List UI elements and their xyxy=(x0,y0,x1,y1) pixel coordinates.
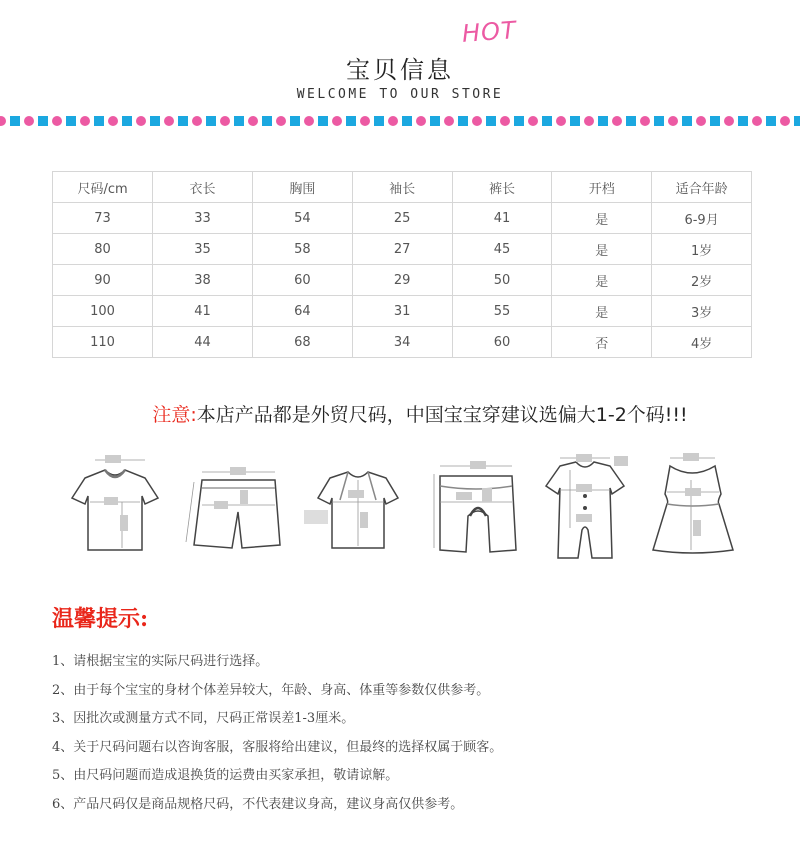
table-cell: 41 xyxy=(452,203,552,234)
table-header-cell: 尺码/cm xyxy=(53,172,153,203)
table-row xyxy=(53,203,752,234)
blue-square-icon xyxy=(94,116,104,126)
table-cell: 35 xyxy=(153,234,253,265)
blue-square-icon xyxy=(318,116,328,126)
blue-square-icon xyxy=(542,116,552,126)
pink-dot-icon xyxy=(332,116,342,126)
pink-dot-icon xyxy=(780,116,790,126)
table-header-row xyxy=(53,172,752,203)
pink-dot-icon xyxy=(640,116,650,126)
blue-square-icon xyxy=(402,116,412,126)
blue-square-icon xyxy=(626,116,636,126)
table-cell: 4岁 xyxy=(652,327,752,358)
blue-square-icon xyxy=(38,116,48,126)
table-cell: 60 xyxy=(452,327,552,358)
pink-dot-icon xyxy=(472,116,482,126)
table-row xyxy=(53,265,752,296)
table-cell: 80 xyxy=(53,234,153,265)
table-cell: 110 xyxy=(53,327,153,358)
pink-dot-icon xyxy=(724,116,734,126)
measurement-diagrams xyxy=(60,450,740,570)
blue-square-icon xyxy=(654,116,664,126)
pink-dot-icon xyxy=(24,116,34,126)
blue-square-icon xyxy=(178,116,188,126)
size-table xyxy=(52,171,752,358)
table-cell: 是 xyxy=(552,234,652,265)
table-cell: 60 xyxy=(252,265,352,296)
blue-square-icon xyxy=(766,116,776,126)
tshirt-diagram-icon xyxy=(60,450,170,560)
pink-dot-icon xyxy=(360,116,370,126)
table-header-cell: 胸围 xyxy=(252,172,352,203)
blue-square-icon xyxy=(262,116,272,126)
table-cell: 50 xyxy=(452,265,552,296)
table-cell: 44 xyxy=(153,327,253,358)
blue-square-icon xyxy=(710,116,720,126)
blue-square-icon xyxy=(290,116,300,126)
table-cell: 64 xyxy=(252,296,352,327)
table-cell: 是 xyxy=(552,296,652,327)
dress-diagram-icon xyxy=(645,450,740,565)
pink-dot-icon xyxy=(0,116,6,126)
pink-dot-icon xyxy=(612,116,622,126)
table-cell: 90 xyxy=(53,265,153,296)
blue-square-icon xyxy=(430,116,440,126)
table-cell: 33 xyxy=(153,203,253,234)
blue-square-icon xyxy=(122,116,132,126)
pink-dot-icon xyxy=(192,116,202,126)
notice-text: 本店产品都是外贸尺码，中国宝宝穿建议选偏大1-2个码!!! xyxy=(196,404,688,426)
table-cell: 3岁 xyxy=(652,296,752,327)
blue-square-icon xyxy=(346,116,356,126)
blue-square-icon xyxy=(234,116,244,126)
page-title: 宝贝信息 xyxy=(346,56,454,84)
table-cell: 1岁 xyxy=(652,234,752,265)
tip-item: 4、关于尺码问题右以咨询客服，客服将给出建议，但最终的选择权属于顾客。 xyxy=(52,739,503,755)
table-header-cell: 衣长 xyxy=(153,172,253,203)
table-row xyxy=(53,296,752,327)
table-header-cell: 袖长 xyxy=(352,172,452,203)
blue-square-icon xyxy=(486,116,496,126)
size-notice xyxy=(0,400,800,427)
pink-dot-icon xyxy=(696,116,706,126)
pink-dot-icon xyxy=(164,116,174,126)
hot-badge: HOT xyxy=(461,16,518,48)
pink-dot-icon xyxy=(500,116,510,126)
table-cell: 34 xyxy=(352,327,452,358)
pink-dot-icon xyxy=(668,116,678,126)
dot-divider xyxy=(0,116,800,128)
blue-square-icon xyxy=(598,116,608,126)
shorts-diagram-icon xyxy=(180,450,290,560)
blue-square-icon xyxy=(514,116,524,126)
tips-list xyxy=(52,652,502,823)
tips-title: 温馨提示: xyxy=(52,606,149,632)
table-cell: 是 xyxy=(552,265,652,296)
blue-square-icon xyxy=(682,116,692,126)
table-row xyxy=(53,327,752,358)
table-row xyxy=(53,234,752,265)
pink-dot-icon xyxy=(304,116,314,126)
table-cell: 41 xyxy=(153,296,253,327)
pink-dot-icon xyxy=(444,116,454,126)
pink-dot-icon xyxy=(416,116,426,126)
pink-dot-icon xyxy=(80,116,90,126)
table-cell: 6-9月 xyxy=(652,203,752,234)
table-cell: 否 xyxy=(552,327,652,358)
notice-label: 注意: xyxy=(152,404,197,426)
pink-dot-icon xyxy=(52,116,62,126)
pink-dot-icon xyxy=(136,116,146,126)
blue-square-icon xyxy=(66,116,76,126)
tip-item: 3、因批次或测量方式不同，尺码正常误差1-3厘米。 xyxy=(52,711,355,726)
pink-dot-icon xyxy=(584,116,594,126)
blue-square-icon xyxy=(374,116,384,126)
blue-square-icon xyxy=(150,116,160,126)
blue-square-icon xyxy=(570,116,580,126)
pink-dot-icon xyxy=(556,116,566,126)
pink-dot-icon xyxy=(752,116,762,126)
raglan-tee-diagram-icon xyxy=(300,450,410,560)
table-cell: 55 xyxy=(452,296,552,327)
blue-square-icon xyxy=(738,116,748,126)
table-header-cell: 开档 xyxy=(552,172,652,203)
tip-item: 1、请根据宝宝的实际尺码进行选择。 xyxy=(52,654,269,669)
table-cell: 73 xyxy=(53,203,153,234)
tip-item: 2、由于每个宝宝的身材个体差异较大，年龄、身高、体重等参数仅供参考。 xyxy=(52,682,490,698)
table-cell: 100 xyxy=(53,296,153,327)
pink-dot-icon xyxy=(276,116,286,126)
table-cell: 58 xyxy=(252,234,352,265)
table-header-cell: 裤长 xyxy=(452,172,552,203)
table-cell: 27 xyxy=(352,234,452,265)
table-header-cell: 适合年龄 xyxy=(652,172,752,203)
table-cell: 38 xyxy=(153,265,253,296)
table-cell: 25 xyxy=(352,203,452,234)
table-cell: 2岁 xyxy=(652,265,752,296)
pink-dot-icon xyxy=(248,116,258,126)
pants-diagram-icon xyxy=(420,450,530,560)
table-cell: 68 xyxy=(252,327,352,358)
romper-diagram-icon xyxy=(530,450,640,565)
page-subtitle: WELCOME TO OUR STORE xyxy=(296,87,504,102)
pink-dot-icon xyxy=(388,116,398,126)
table-cell: 29 xyxy=(352,265,452,296)
table-cell: 54 xyxy=(252,203,352,234)
tip-item: 5、由尺码问题而造成退换货的运费由买家承担，敬请谅解。 xyxy=(52,768,399,783)
pink-dot-icon xyxy=(220,116,230,126)
blue-square-icon xyxy=(794,116,800,126)
pink-dot-icon xyxy=(528,116,538,126)
pink-dot-icon xyxy=(108,116,118,126)
blue-square-icon xyxy=(206,116,216,126)
table-cell: 是 xyxy=(552,203,652,234)
blue-square-icon xyxy=(458,116,468,126)
tip-item: 6、产品尺码仅是商品规格尺码，不代表建议身高，建议身高仅供参考。 xyxy=(52,796,464,812)
table-cell: 31 xyxy=(352,296,452,327)
blue-square-icon xyxy=(10,116,20,126)
table-cell: 45 xyxy=(452,234,552,265)
